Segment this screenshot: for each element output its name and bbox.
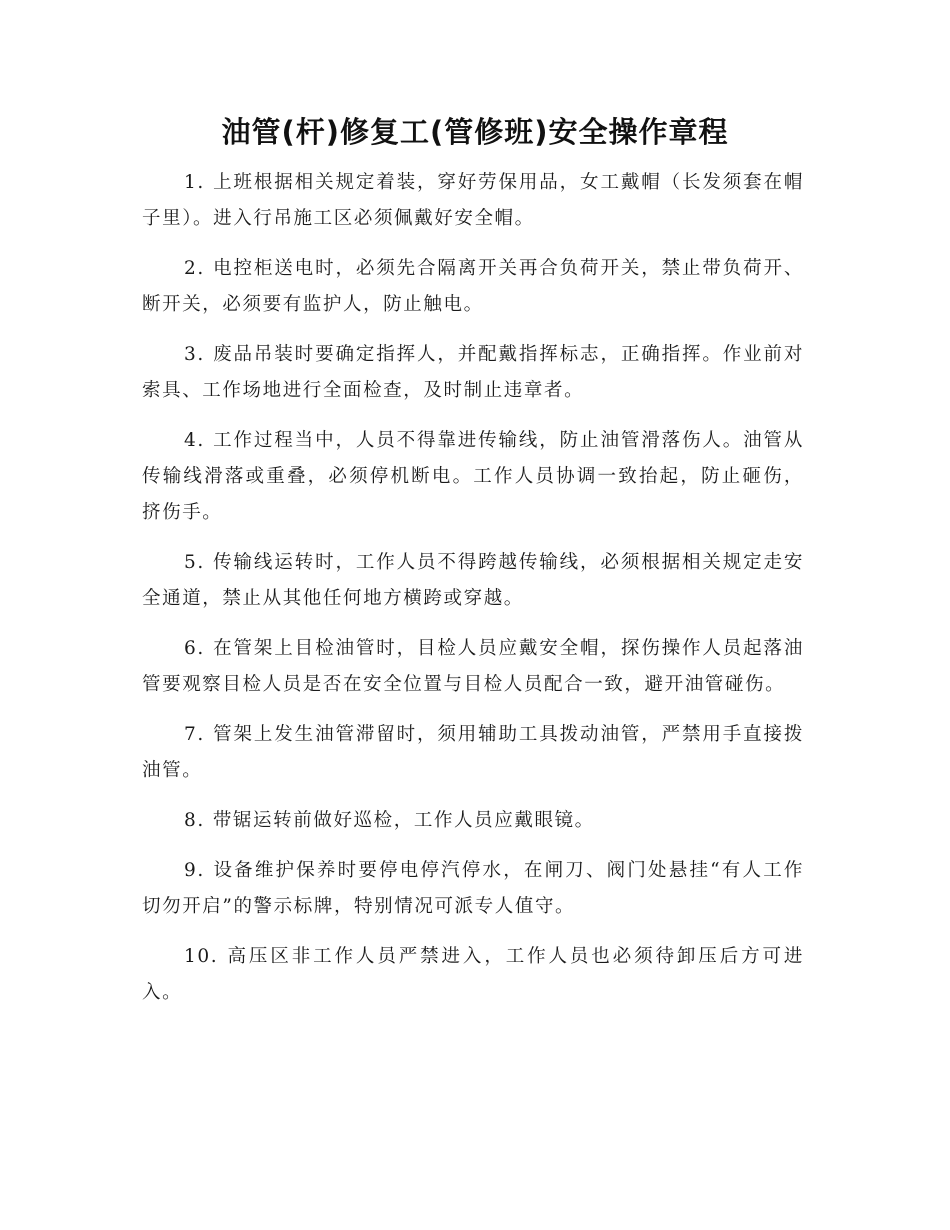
rule-item bbox=[142, 939, 804, 1011]
rule-text: 带锯运转前做好巡检，工作人员应戴眼镜。 bbox=[212, 810, 595, 831]
rule-item bbox=[142, 717, 804, 789]
rule-item bbox=[142, 631, 804, 703]
rule-number: 3. bbox=[184, 344, 205, 365]
rule-number: 9. bbox=[184, 860, 205, 881]
rule-number: 10. bbox=[184, 946, 219, 967]
rule-text: 电控柜送电时，必须先合隔离开关再合负荷开关，禁止带负荷开、断开关，必须要有监护人，防止触电。 bbox=[142, 258, 804, 315]
rule-item bbox=[142, 337, 804, 409]
rule-text: 管架上发生油管滞留时，须用辅助工具拨动油管，严禁用手直接拨油管。 bbox=[142, 724, 804, 781]
rule-number: 6. bbox=[184, 638, 205, 659]
document-title: 油管(杆)修复工(管修班)安全操作章程 bbox=[221, 115, 729, 149]
rule-item bbox=[142, 853, 804, 925]
rule-text: 废品吊装时要确定指挥人，并配戴指挥标志，正确指挥。作业前对索具、工作场地进行全面检查，及时制止违章者。 bbox=[142, 344, 804, 401]
rule-text: 传输线运转时，工作人员不得跨越传输线，必须根据相关规定走安全通道，禁止从其他任何地方横跨或穿越。 bbox=[142, 552, 804, 609]
rules-list bbox=[142, 165, 804, 1025]
rule-number: 5. bbox=[184, 552, 205, 573]
rule-number: 7. bbox=[184, 724, 205, 745]
rule-number: 1. bbox=[184, 172, 205, 193]
rule-number: 2. bbox=[184, 258, 205, 279]
rule-text: 上班根据相关规定着装，穿好劳保用品，女工戴帽（长发须套在帽子里）。进入行吊施工区必须佩戴好安全帽。 bbox=[142, 172, 804, 229]
rule-text: 在管架上目检油管时，目检人员应戴安全帽，探伤操作人员起落油管要观察目检人员是否在安全位置与目检人员配合一致，避开油管碰伤。 bbox=[142, 638, 804, 695]
rule-text: 高压区非工作人员严禁进入，工作人员也必须待卸压后方可进入。 bbox=[142, 946, 804, 1003]
rule-number: 4. bbox=[184, 430, 205, 451]
rule-text: 设备维护保养时要停电停汽停水，在闸刀、阀门处悬挂“有人工作切勿开启”的警示标牌，特别情况可派专人值守。 bbox=[142, 860, 804, 917]
rule-item bbox=[142, 251, 804, 323]
rule-number: 8. bbox=[184, 810, 205, 831]
rule-item bbox=[142, 423, 804, 531]
rule-text: 工作过程当中，人员不得靠进传输线，防止油管滑落伤人。油管从传输线滑落或重叠，必须停机断电。工作人员协调一致抬起，防止砸伤，挤伤手。 bbox=[142, 430, 804, 523]
rule-item bbox=[142, 165, 804, 237]
rule-item bbox=[142, 545, 804, 617]
rule-item bbox=[142, 803, 804, 839]
